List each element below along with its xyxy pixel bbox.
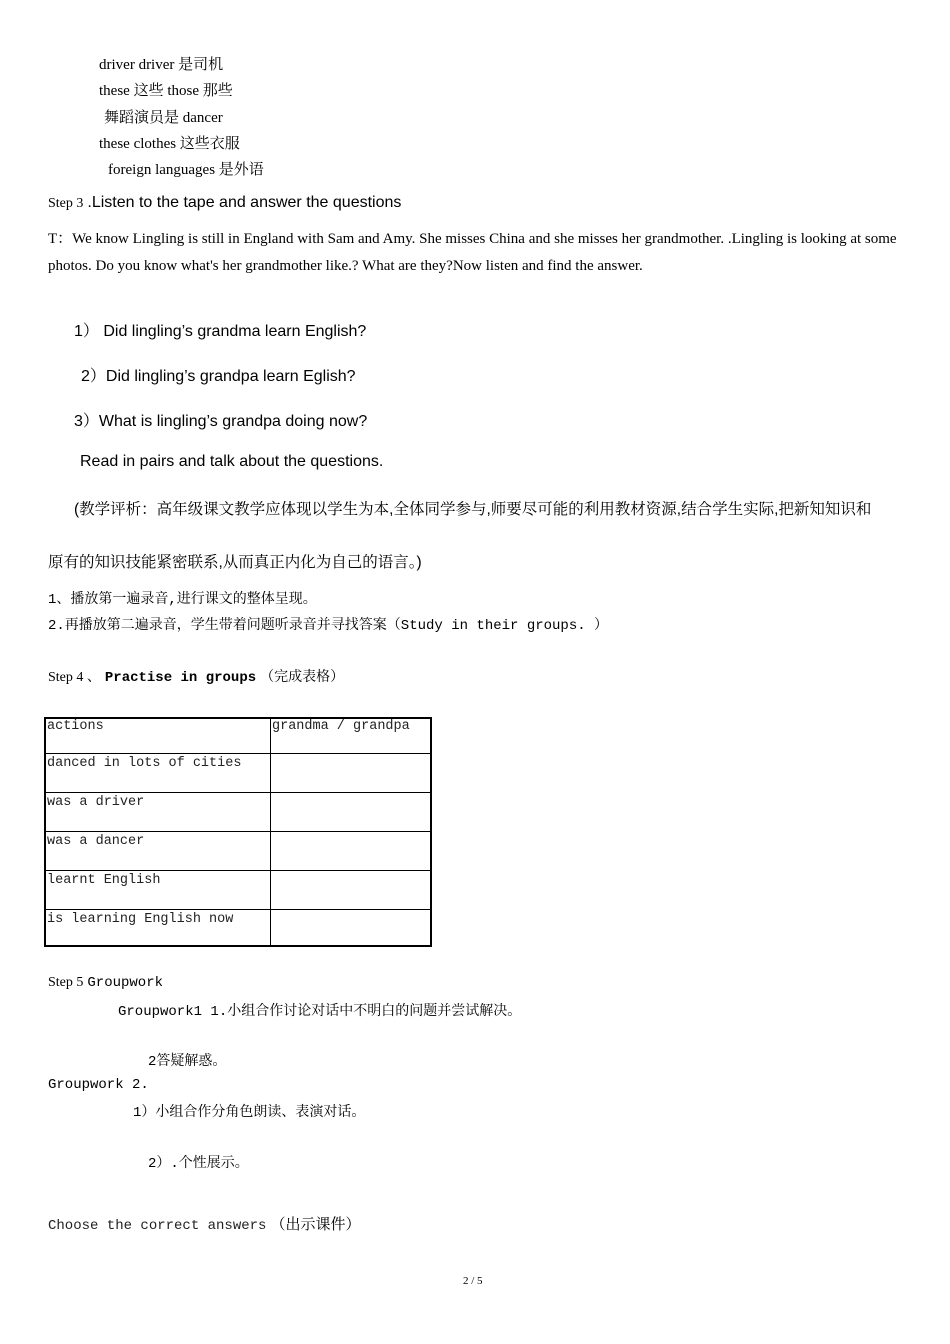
procedure-step-1: 1、播放第一遍录音,进行课文的整体呈现。 xyxy=(48,592,317,608)
table-cell: is learning English now xyxy=(45,909,271,946)
choose-answers-text: Choose the correct answers xyxy=(48,1218,267,1234)
table-header-cell: actions xyxy=(45,718,271,753)
vocab-line-2: these 这些 those 那些 xyxy=(99,83,233,99)
step5-heading xyxy=(48,973,163,991)
table-cell xyxy=(271,753,432,792)
table-cell xyxy=(271,909,432,946)
table-cell: learnt English xyxy=(45,870,271,909)
question-1: 1） Did lingling’s grandma learn English? xyxy=(74,323,367,340)
vocab-line-1: driver driver 是司机 xyxy=(99,57,224,73)
table-header-row xyxy=(45,718,431,753)
table-row xyxy=(45,870,431,909)
step3-title: .Listen to the tape and answer the questions xyxy=(87,194,402,211)
table-cell: was a driver xyxy=(45,792,271,831)
vocab-line-5: foreign languages 是外语 xyxy=(108,162,264,178)
step5-label: Step 5 xyxy=(48,975,84,990)
table-cell: was a dancer xyxy=(45,831,271,870)
table-cell: danced in lots of cities xyxy=(45,753,271,792)
practice-table xyxy=(44,717,432,947)
table-cell xyxy=(271,792,432,831)
table-cell xyxy=(271,870,432,909)
choose-answers-note: （出示课件） xyxy=(270,1216,361,1233)
page-number: 2 / 5 xyxy=(463,1275,483,1287)
step3-label: Step 3 xyxy=(48,196,84,211)
groupwork1-line-2: 2答疑解惑。 xyxy=(148,1054,227,1070)
pairs-instruction: Read in pairs and talk about the questions. xyxy=(80,453,384,470)
vocab-line-3: 舞蹈演员是 dancer xyxy=(104,110,223,126)
table-header-cell: grandma / grandpa xyxy=(271,718,432,753)
step3-heading xyxy=(48,194,401,212)
table-row xyxy=(45,753,431,792)
table-cell xyxy=(271,831,432,870)
procedure-step-2: 2.再播放第二遍录音，学生带着问题听录音并寻找答案（Study in their groups. ） xyxy=(48,618,609,634)
table-row xyxy=(45,792,431,831)
choose-answers xyxy=(48,1213,360,1234)
table-row xyxy=(45,909,431,946)
question-2: 2）Did lingling’s grandpa learn Eglish? xyxy=(81,368,356,385)
step4-note: （完成表格） xyxy=(260,670,345,686)
step4-label: Step 4 、 xyxy=(48,670,101,685)
vocab-line-4: these clothes 这些衣服 xyxy=(99,136,240,152)
teaching-comment-line-1: (教学评析：高年级课文教学应体现以学生为本,全体同学参与,师要尽可能的利用教材资源,结合学生实际,把新知知识和 xyxy=(74,501,872,518)
groupwork1-line-1: Groupwork1 1.小组合作讨论对话中不明白的问题并尝试解决。 xyxy=(118,1004,522,1020)
teacher-paragraph: T：We know Lingling is still in England with Sam and Amy. She misses China and she misses her grandmother. .Lingling is looking at some photos. Do you know what's her grandmother like.? What are they?Now listen and find the answer. xyxy=(48,231,897,274)
step4-heading xyxy=(48,666,344,686)
groupwork2-title: Groupwork 2. xyxy=(48,1077,149,1093)
groupwork2-line-1: 1）小组合作分角色朗读、表演对话。 xyxy=(133,1105,366,1121)
teaching-comment-line-2: 原有的知识技能紧密联系,从而真正内化为自己的语言。) xyxy=(48,554,422,571)
step4-title: Practise in groups xyxy=(104,670,257,686)
table-row xyxy=(45,831,431,870)
groupwork2-line-2: 2）.个性展示。 xyxy=(148,1156,249,1172)
question-3: 3）What is lingling’s grandpa doing now? xyxy=(74,413,368,430)
step5-title: Groupwork xyxy=(87,975,164,991)
